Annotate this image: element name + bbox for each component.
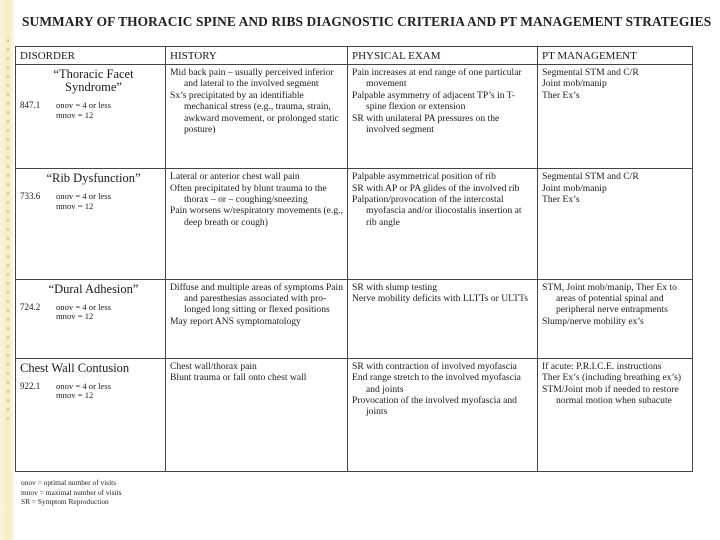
management-cell — [538, 279, 693, 358]
legend — [21, 478, 121, 507]
table-row — [16, 169, 693, 279]
history-cell — [166, 65, 348, 169]
history-entry: Blunt trauma or fall onto chest wall — [170, 372, 307, 384]
management-entry: Joint mob/manip — [542, 78, 607, 90]
exam-cell — [348, 279, 538, 358]
management-entry: Joint mob/manip — [542, 182, 607, 194]
management-entry: STM/Joint mob if needed to restore normal motion when subacute — [542, 383, 679, 406]
disorder-cell — [16, 169, 166, 279]
exam-entry: Nerve mobility deficits with LLTTs or ULTTs — [352, 292, 528, 304]
exam-entry: Pain increases at end range of one particular movement — [352, 67, 522, 90]
history-entry: Chest wall/thorax pain — [170, 360, 257, 372]
onov-value: onov = 4 or less — [56, 191, 111, 202]
exam-cell — [348, 358, 538, 471]
management-entry: If acute: P.R.I.C.E. instructions — [542, 360, 662, 372]
management-cell — [538, 65, 693, 169]
exam-entry: Provocation of the involved myofascia and joints — [352, 394, 517, 418]
history-entry: Often precipitated by blunt trauma to the thorax – or – coughing/sneezing — [170, 182, 327, 206]
diagnosis-code: 847.1 — [20, 100, 41, 110]
page-title: SUMMARY OF THORACIC SPINE AND RIBS DIAGNOSTIC CRITERIA AND PT MANAGEMENT STRATEGIES — [22, 14, 712, 29]
history-cell — [166, 279, 348, 358]
disorder-name: “Dural Adhesion” — [48, 281, 139, 296]
disorder-name: “Rib Dysfunction” — [46, 171, 141, 186]
management-cell — [538, 169, 693, 279]
management-cell — [538, 358, 693, 471]
table-header-row — [16, 47, 693, 65]
management-entry: Ther Ex’s — [542, 89, 580, 101]
management-entry: Segmental STM and C/R — [542, 67, 639, 78]
onov-value: onov = 4 or less — [56, 301, 111, 312]
table-row — [16, 65, 693, 169]
header-history: HISTORY — [166, 47, 348, 65]
onov-value: onov = 4 or less — [56, 100, 111, 110]
criteria-table — [15, 46, 693, 472]
history-entry: Lateral or anterior chest wall pain — [170, 171, 300, 183]
header-disorder: DISORDER — [16, 47, 166, 65]
management-entry: STM, Joint mob/manip, Ther Ex to areas of potential spinal and peripheral nerve entrapments — [542, 281, 677, 316]
exam-entry: Palpable asymmetry of adjacent TP’s in T-spine flexion or extension — [352, 89, 515, 113]
legend-sr: SR = Symptom Reproduction — [21, 497, 109, 506]
mnov-value: mnov = 12 — [56, 200, 94, 211]
onov-value: onov = 4 or less — [56, 380, 111, 391]
exam-entry: End range stretch to the involved myofascia and joints — [352, 372, 521, 395]
exam-cell — [348, 65, 538, 169]
table-row — [16, 358, 693, 471]
disorder-cell — [16, 358, 166, 471]
management-entry: Slump/nerve mobility ex’s — [542, 315, 644, 327]
management-entry: Segmental STM and C/R — [542, 171, 639, 183]
table-row — [16, 279, 693, 358]
legend-onov: onov = optimal number of visits — [21, 478, 117, 487]
diagnosis-code: 733.6 — [20, 191, 41, 202]
history-cell — [166, 169, 348, 279]
header-pt-management: PT MANAGEMENT — [538, 47, 693, 65]
mnov-value: mnov = 12 — [56, 311, 94, 322]
exam-entry: Palpable asymmetrical position of rib — [352, 171, 496, 183]
exam-entry: SR with contraction of involved myofascia — [352, 360, 517, 372]
history-entry: Sx’s precipitated by an identifiable mechanical stress (e.g., trauma, strain, awkward movement, or prolonged static posture) — [170, 89, 339, 136]
legend-mnov: mnov = maximal number of visits — [21, 487, 122, 497]
diagnosis-code: 724.2 — [20, 301, 41, 312]
disorder-cell — [16, 65, 166, 169]
history-entry: Mid back pain – usually perceived inferior and lateral to the involved segment — [170, 67, 334, 90]
mnov-value: mnov = 12 — [56, 109, 94, 120]
exam-entry: Palpation/provocation of the intercostal myofascia and/or iliocostalis insertion at rib angle — [352, 194, 522, 228]
exam-entry: SR with AP or PA glides of the involved rib — [352, 182, 520, 194]
disorder-cell — [16, 279, 166, 358]
exam-entry: SR with slump testing — [352, 281, 438, 293]
header-physical-exam: PHYSICAL EXAM — [348, 47, 538, 65]
history-entry: Diffuse and multiple areas of symptoms Pain and paresthesias associated with pro-longed long sitting or flexed positions — [170, 281, 344, 316]
exam-entry: SR with unilateral PA pressures on the involved segment — [352, 112, 500, 136]
management-entry: Ther Ex’s — [542, 194, 580, 206]
decorative-dot-pattern — [4, 36, 12, 426]
disorder-name: Chest Wall Contusion — [20, 360, 130, 375]
exam-cell — [348, 169, 538, 279]
mnov-value: mnov = 12 — [56, 390, 94, 401]
diagnosis-code: 922.1 — [20, 380, 41, 391]
history-entry: May report ANS symptomatology — [170, 315, 301, 327]
management-entry: Ther Ex’s (including breathing ex’s) — [542, 372, 682, 384]
disorder-name: “Thoracic Facet Syndrome” — [53, 67, 134, 94]
history-cell — [166, 358, 348, 471]
history-entry: Pain worsens w/respiratory movements (e.g., deep breath or cough) — [170, 205, 343, 228]
